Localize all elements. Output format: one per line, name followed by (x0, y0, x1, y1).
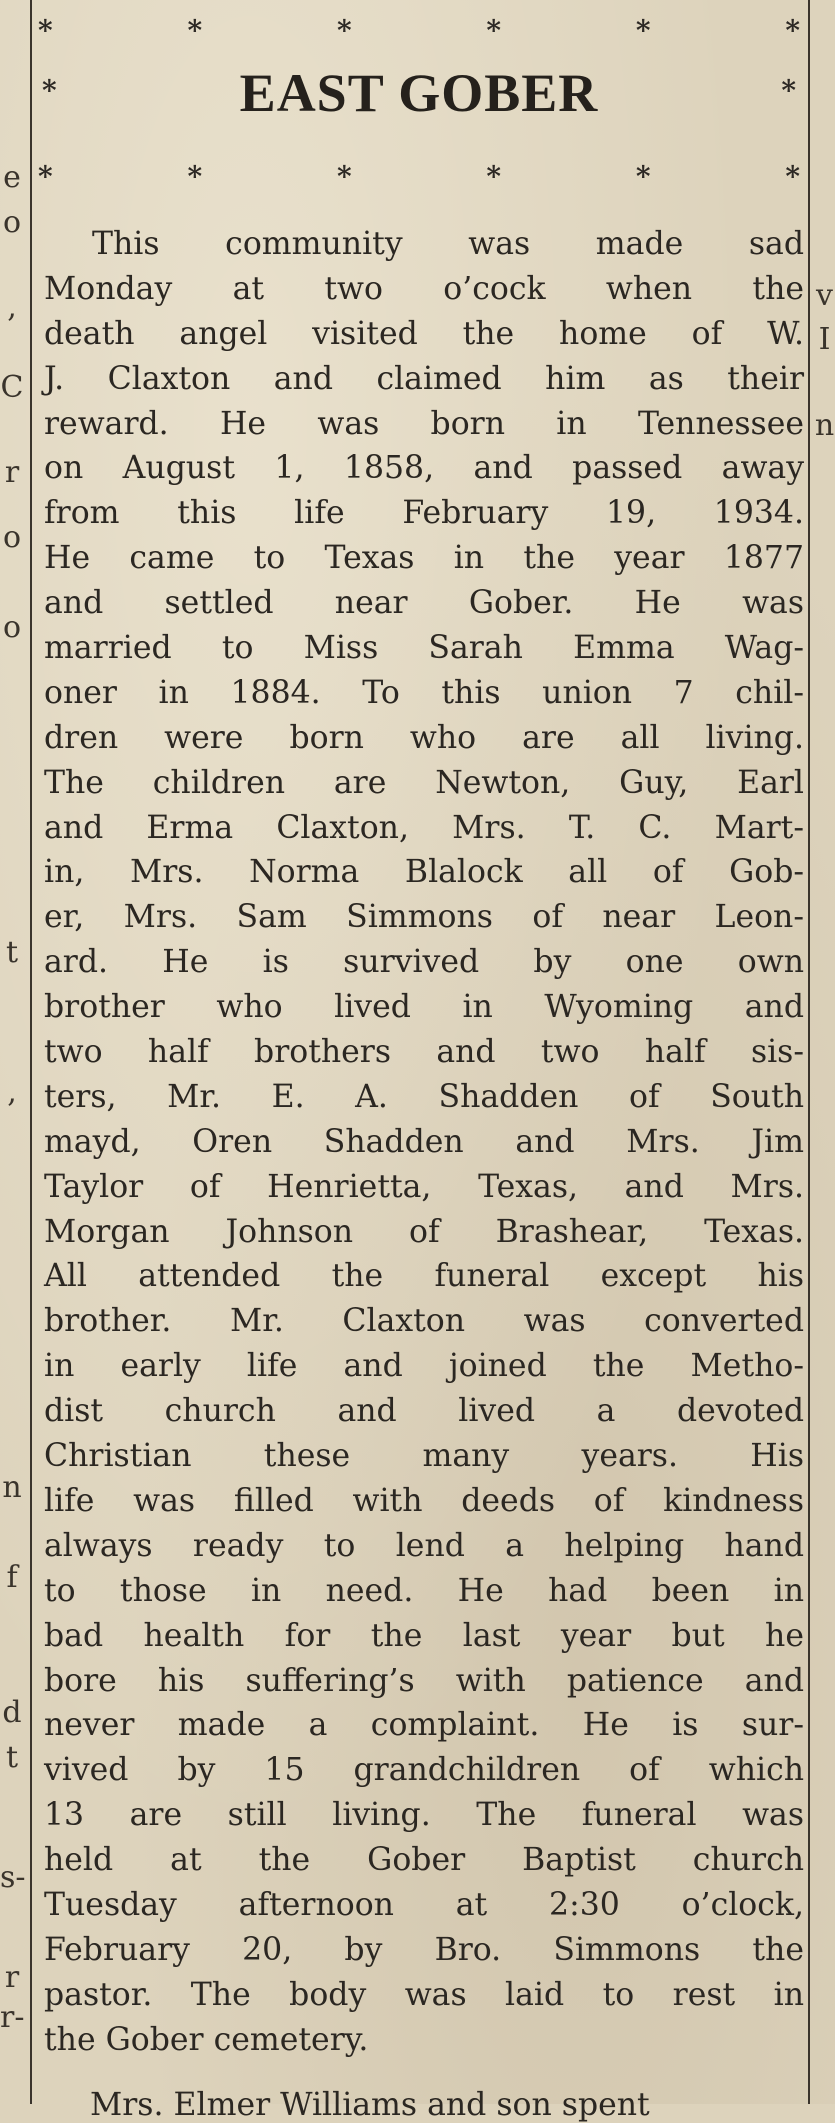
article-line: and settled near Gober. He was (44, 585, 804, 622)
article-line: February 20, by Bro. Simmons the (44, 1931, 804, 1968)
ornament-row-bottom (38, 160, 800, 193)
article-line: ters, Mr. E. A. Shadden of South (44, 1078, 804, 1115)
left-margin-fragment: r- (0, 2000, 25, 2035)
right-margin-fragment: v (816, 278, 833, 313)
article-line: and Erma Claxton, Mrs. T. C. Mart- (44, 809, 804, 846)
article-line: pastor. The body was laid to rest in (44, 1976, 804, 2013)
article-line: bore his suffering’s with patience and (44, 1662, 804, 1699)
left-margin-fragment: e (3, 160, 21, 195)
left-margin-fragment: r (4, 455, 20, 490)
article-line: never made a complaint. He is sur- (44, 1707, 804, 1744)
article-line: the Gober cemetery. (44, 2021, 369, 2058)
article-line: married to Miss Sarah Emma Wag- (44, 630, 804, 667)
ornament-star: * (635, 14, 651, 47)
article-line: Morgan Johnson of Brashear, Texas. (44, 1213, 804, 1250)
article-line: death angel visited the home of W. (44, 315, 804, 352)
ornament-star: * (486, 160, 502, 193)
ornament-star: * (785, 14, 800, 47)
article-line: This community was made sad (92, 226, 804, 262)
article-line: ard. He is survived by one own (44, 944, 804, 981)
article-line: All attended the funeral except his (44, 1258, 804, 1295)
article-line: in, Mrs. Norma Blalock all of Gob- (44, 854, 804, 891)
article-line: held at the Gober Baptist church (44, 1842, 804, 1879)
right-margin-fragment: n (814, 408, 835, 443)
ornament-star: * (781, 74, 796, 107)
ornament-star: * (38, 160, 53, 193)
article-line: er, Mrs. Sam Simmons of near Leon- (44, 899, 804, 936)
left-margin-fragment: f (6, 1560, 18, 1595)
left-margin-fragment: , (7, 1075, 17, 1110)
article-line: on August 1, 1858, and passed away (44, 450, 804, 487)
article-line: bad health for the last year but he (44, 1617, 804, 1654)
left-margin-fragment: t (5, 1740, 19, 1775)
article-line: dren were born who are all living. (44, 719, 804, 756)
next-paragraph-cutoff: Mrs. Elmer Williams and son spent (90, 2087, 650, 2123)
article-line: mayd, Oren Shadden and Mrs. Jim (44, 1123, 804, 1160)
article-line: to those in need. He had been in (44, 1572, 804, 1609)
article-line: reward. He was born in Tennessee (44, 405, 804, 442)
ornament-row-top (38, 14, 800, 47)
ornament-star: * (336, 160, 352, 193)
article-line: in early life and joined the Metho- (44, 1348, 804, 1385)
ornament-star: * (486, 14, 502, 47)
left-margin-fragment: t (5, 935, 19, 970)
article-line: two half brothers and two half sis- (44, 1034, 804, 1071)
article-line: Tuesday afternoon at 2:30 o’clock, (44, 1886, 804, 1923)
right-column-rule (808, 0, 810, 2104)
ornament-star: * (38, 14, 53, 47)
left-column-rule (30, 0, 32, 2104)
article-line: life was filled with deeds of kindness (44, 1482, 804, 1519)
article-line: dist church and lived a devoted (44, 1393, 804, 1430)
article-line: always ready to lend a helping hand (44, 1527, 804, 1564)
headline: EAST GOBER (239, 63, 599, 123)
article-line: from this life February 19, 1934. (44, 495, 804, 532)
left-margin-fragment: n (2, 1470, 22, 1505)
left-margin-fragment: , (7, 290, 17, 325)
article-line: brother who lived in Wyoming and (44, 989, 804, 1026)
article-line: The children are Newton, Guy, Earl (44, 764, 804, 801)
left-margin-fragment: o (2, 520, 22, 555)
left-margin-fragment: o (2, 610, 22, 645)
article-line: He came to Texas in the year 1877 (44, 540, 804, 577)
article-line: oner in 1884. To this union 7 chil- (44, 674, 804, 711)
left-margin-fragment: o (2, 205, 22, 240)
left-margin-fragment: r (4, 1960, 20, 1995)
left-margin-fragment: d (2, 1695, 22, 1730)
article-line: 13 are still living. The funeral was (44, 1797, 804, 1834)
ornament-star: * (42, 74, 57, 107)
article-line: Monday at two o’cock when the (44, 270, 804, 307)
article-line: J. Claxton and claimed him as their (44, 360, 804, 397)
article-line: Christian these many years. His (44, 1438, 804, 1475)
article-body (44, 222, 804, 2063)
ornament-star: * (187, 160, 203, 193)
ornament-star: * (635, 160, 651, 193)
ornament-star: * (336, 14, 352, 47)
article-line: Taylor of Henrietta, Texas, and Mrs. (44, 1168, 804, 1205)
right-margin-fragment: I (818, 322, 831, 357)
left-margin-fragment: s- (0, 1860, 26, 1895)
left-margin-fragment: C (0, 370, 24, 405)
article-line: vived by 15 grandchildren of which (44, 1752, 804, 1789)
ornament-star: * (187, 14, 203, 47)
ornament-star: * (785, 160, 800, 193)
article-line: brother. Mr. Claxton was converted (44, 1303, 804, 1340)
